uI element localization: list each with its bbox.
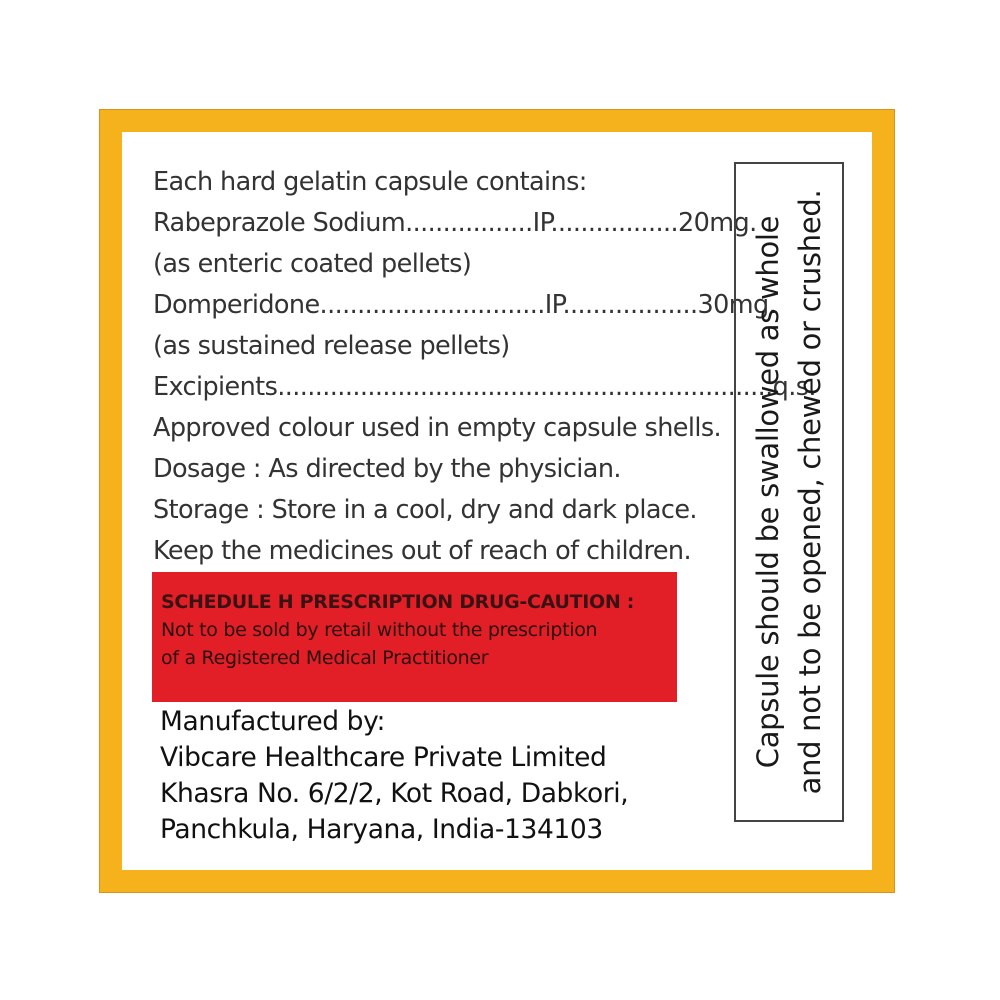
ingredient-rabeprazole-note: (as enteric coated pellets) [153, 249, 472, 279]
caution-line-2: of a Registered Medical Practitioner [161, 647, 489, 669]
composition-intro: Each hard gelatin capsule contains: [153, 167, 587, 197]
ingredient-excipients: Excipients..................................................................q.s. [153, 372, 816, 402]
storage-statement: Storage : Store in a cool, dry and dark place. [153, 495, 697, 525]
ingredient-domperidone: Domperidone..............................IP..................30mg. [153, 290, 777, 320]
ingredient-rabeprazole: Rabeprazole Sodium.................IP.................20mg. [153, 208, 757, 238]
caution-line-1: Not to be sold by retail without the prescription [161, 619, 598, 641]
swallow-warning-line-1: Capsule should be swallowed as whole [751, 215, 785, 769]
manufacturer-address-2: Panchkula, Haryana, India-134103 [160, 814, 603, 845]
dosage-statement: Dosage : As directed by the physician. [153, 454, 621, 484]
swallow-warning-line-2: and not to be opened, chewed or crushed. [793, 189, 827, 795]
swallow-warning-text [747, 167, 831, 817]
children-warning: Keep the medicines out of reach of children. [153, 536, 691, 566]
schedule-h-caution-box [152, 572, 677, 702]
manufacturer-section [160, 704, 700, 848]
swallow-warning-box [734, 162, 844, 822]
ingredient-domperidone-note: (as sustained release pellets) [153, 331, 510, 361]
colour-statement: Approved colour used in empty capsule shells. [153, 413, 722, 443]
manufacturer-name: Vibcare Healthcare Private Limited [160, 742, 607, 773]
manufacturer-address-1: Khasra No. 6/2/2, Kot Road, Dabkori, [160, 778, 629, 809]
caution-title: SCHEDULE H PRESCRIPTION DRUG-CAUTION : [161, 591, 635, 613]
manufacturer-heading: Manufactured by: [160, 706, 385, 737]
